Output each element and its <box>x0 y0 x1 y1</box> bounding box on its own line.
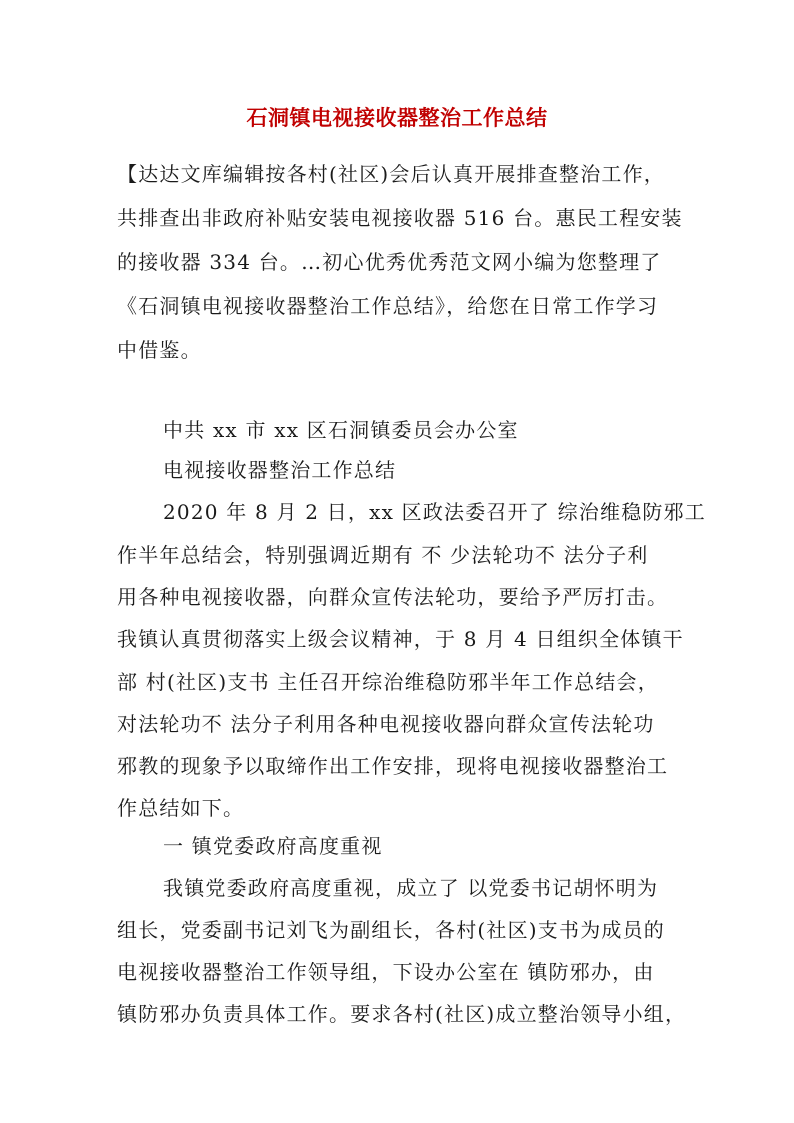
paragraph1-line-3: 用各种电视接收器，向群众宣传法轮功，要给予严厉打击。 <box>117 585 669 609</box>
paragraph2-line-2: 组长，党委副书记刘飞为副组长，各村(社区)支书为成员的 <box>117 918 666 942</box>
paragraph1-line-8: 作总结如下。 <box>117 796 245 820</box>
intro-line-3: 的接收器 334 台。…初心优秀优秀范文网小编为您整理了 <box>117 250 662 274</box>
paragraph1-line-6: 对法轮功不 法分子利用各种电视接收器向群众宣传法轮功 <box>117 712 655 736</box>
intro-line-4: 《石洞镇电视接收器整治工作总结》，给您在日常工作学习 <box>117 294 659 318</box>
paragraph2-line-4: 镇防邪办负责具体工作。要求各村(社区)成立整治领导小组， <box>117 1002 687 1026</box>
paragraph1-line-7: 邪教的现象予以取缔作出工作安排，现将电视接收器整治工 <box>117 754 669 778</box>
paragraph2-line-3: 电视接收器整治工作领导组，下设办公室在 镇防邪办，由 <box>117 960 655 984</box>
intro-line-1: 【达达文库编辑按各村(社区)会后认真开展排查整治工作， <box>117 162 666 186</box>
intro-line-5: 中借鉴。 <box>117 338 202 362</box>
issuer-line: 中共 xx 市 xx 区石洞镇委员会办公室 <box>163 418 519 442</box>
intro-line-2: 共排查出非政府补贴安装电视接收器 516 台。惠民工程安装 <box>117 206 683 230</box>
section1-heading: 一 镇党委政府高度重视 <box>163 834 383 858</box>
paragraph1-line-5: 部 村(社区)支书 主任召开综治维稳防邪半年工作总结会， <box>117 670 659 694</box>
paragraph2-line-1: 我镇党委政府高度重视，成立了 以党委书记胡怀明为 <box>163 876 659 900</box>
paragraph1-line-1: 2020 年 8 月 2 日，xx 区政法委召开了 综治维稳防邪工 <box>163 500 707 524</box>
paragraph1-line-2: 作半年总结会，特别强调近期有 不 少法轮功不 法分子利 <box>117 543 649 567</box>
subtitle-line: 电视接收器整治工作总结 <box>163 458 397 482</box>
document-title: 石洞镇电视接收器整治工作总结 <box>246 105 548 130</box>
paragraph1-line-4: 我镇认真贯彻落实上级会议精神，于 8 月 4 日组织全体镇干 <box>117 627 684 651</box>
